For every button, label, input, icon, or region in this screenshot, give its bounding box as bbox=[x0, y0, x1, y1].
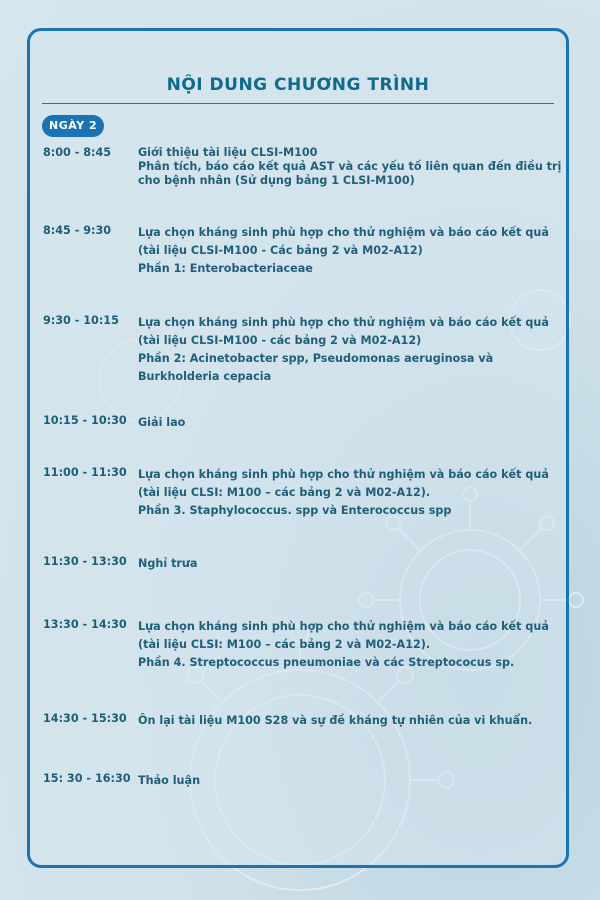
schedule-line: Lựa chọn kháng sinh phù hợp cho thử nghiệm và báo cáo kết quả bbox=[138, 226, 549, 239]
schedule-time: 11:30 - 13:30 bbox=[43, 555, 127, 568]
schedule-line: Giới thiệu tài liệu CLSI-M100 bbox=[138, 146, 318, 159]
schedule-line: Lựa chọn kháng sinh phù hợp cho thử nghiệm và báo cáo kết quả bbox=[138, 316, 549, 329]
schedule-time: 15: 30 - 16:30 bbox=[43, 772, 131, 785]
schedule-line: Phần 4. Streptococcus pneumoniae và các Streptococus sp. bbox=[138, 656, 515, 669]
schedule-line: (tài liệu CLSI: M100 – các bảng 2 và M02-A12). bbox=[138, 486, 431, 499]
schedule-description bbox=[138, 618, 566, 672]
schedule-line: (tài liệu CLSI-M100 - các bảng 2 và M02-A12) bbox=[138, 334, 422, 347]
program-card bbox=[27, 28, 569, 868]
title-divider bbox=[42, 103, 554, 104]
schedule-description bbox=[138, 555, 566, 573]
schedule-time: 13:30 - 14:30 bbox=[43, 618, 127, 631]
page-title: NỘI DUNG CHƯƠNG TRÌNH bbox=[166, 75, 430, 95]
schedule-line: Ôn lại tài liệu M100 S28 và sự đề kháng tự nhiên của vi khuẩn. bbox=[138, 714, 533, 727]
schedule-time: 14:30 - 15:30 bbox=[43, 712, 127, 725]
schedule-description bbox=[138, 772, 566, 790]
schedule-line: Phần 3. Staphylococcus. spp và Enterococcus spp bbox=[138, 504, 452, 517]
schedule-line: Thảo luận bbox=[138, 774, 201, 787]
schedule-description bbox=[138, 466, 566, 520]
schedule-time: 11:00 - 11:30 bbox=[43, 466, 127, 479]
schedule-time: 8:45 - 9:30 bbox=[43, 224, 112, 237]
schedule-line: Phân tích, báo cáo kết quả AST và các yếu tố liên quan đến điều trị cho bệnh nhân (Sử dụng bảng 1 CLSI-M100) bbox=[138, 160, 562, 187]
schedule-time: 8:00 - 8:45 bbox=[43, 146, 112, 159]
schedule-line: Phần 1: Enterobacteriaceae bbox=[138, 262, 313, 275]
schedule-description bbox=[138, 414, 566, 432]
schedule-line: (tài liệu CLSI-M100 - Các bảng 2 và M02-A12) bbox=[138, 244, 423, 257]
day-badge: NGÀY 2 bbox=[42, 115, 104, 137]
schedule-time: 10:15 - 10:30 bbox=[43, 414, 127, 427]
schedule-line: Giải lao bbox=[138, 416, 186, 429]
schedule-description bbox=[138, 314, 566, 386]
schedule-line: Phần 2: Acinetobacter spp, Pseudomonas aeruginosa và Burkholderia cepacia bbox=[138, 352, 494, 383]
schedule-line: Lựa chọn kháng sinh phù hợp cho thử nghiệm và báo cáo kết quả bbox=[138, 468, 549, 481]
schedule-line: Nghỉ trưa bbox=[138, 557, 198, 570]
schedule-time: 9:30 - 10:15 bbox=[43, 314, 119, 327]
schedule-description bbox=[138, 146, 566, 188]
schedule-description bbox=[138, 224, 566, 278]
schedule-line: Lựa chọn kháng sinh phù hợp cho thử nghiệm và báo cáo kết quả bbox=[138, 620, 549, 633]
schedule-line: (tài liệu CLSI: M100 – các bảng 2 và M02-A12). bbox=[138, 638, 431, 651]
schedule-description bbox=[138, 712, 566, 730]
